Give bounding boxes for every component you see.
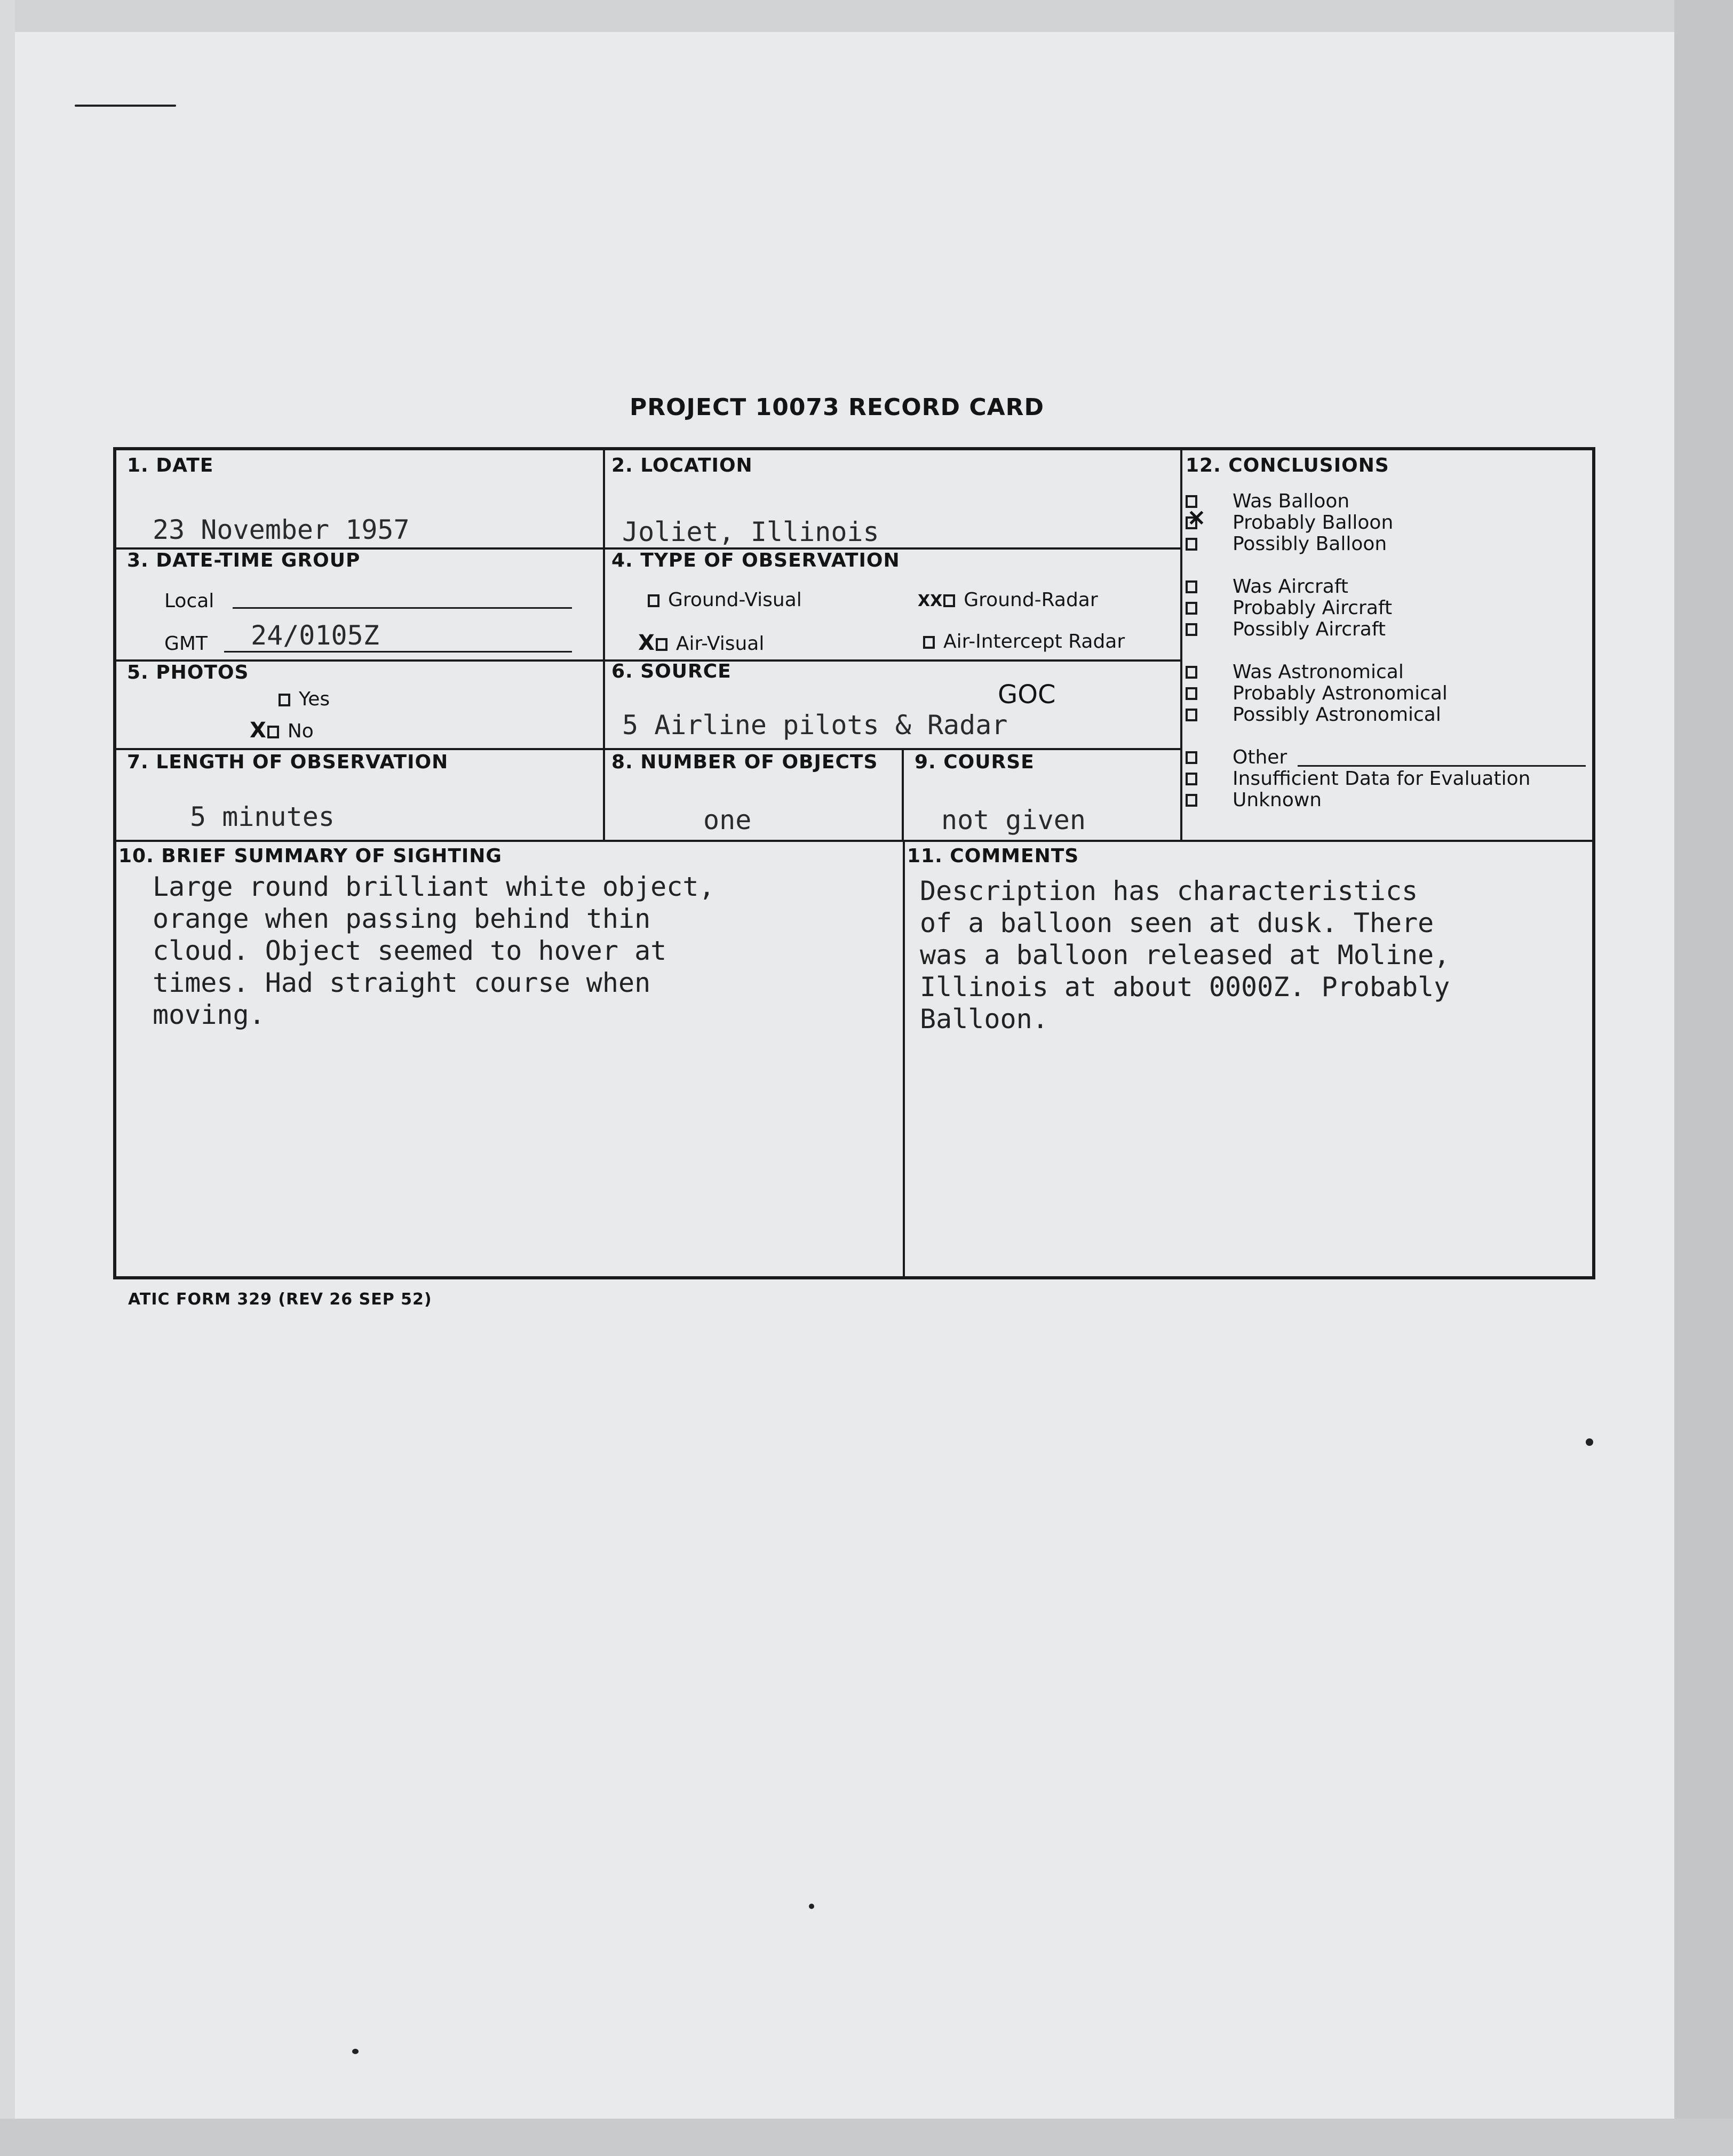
brief-summary-text [153, 871, 715, 1031]
checkbox-unknown[interactable] [1186, 794, 1197, 807]
gmt-label: GMT [164, 633, 208, 655]
divider [902, 748, 904, 840]
checkbox-other[interactable] [1186, 751, 1197, 764]
conclusions-label: 12. CONCLUSIONS [1186, 455, 1389, 476]
comments-text [920, 875, 1450, 1035]
scan-edge-bottom [0, 2119, 1733, 2156]
divider [1180, 450, 1182, 840]
other-underline [1298, 765, 1586, 767]
brief-summary-label: 10. BRIEF SUMMARY OF SIGHTING [118, 845, 502, 867]
checkbox-photos-yes[interactable] [279, 694, 290, 706]
scan-speck [809, 1904, 814, 1909]
comments-line: of a balloon seen at dusk. There [920, 908, 1434, 938]
option-photos-yes: Yes [279, 688, 330, 710]
summary-line: cloud. Object seemed to hover at [153, 935, 667, 966]
checkbox-air-intercept-radar[interactable] [923, 636, 935, 649]
length-of-observation-value: 5 minutes [190, 801, 335, 832]
checkbox-ground-visual[interactable] [648, 594, 659, 607]
checkbox-was-aircraft[interactable] [1186, 580, 1197, 593]
mark-photos-no: X [250, 718, 266, 743]
location-value: Joliet, Illinois [622, 516, 879, 547]
type-of-observation-label: 4. TYPE OF OBSERVATION [611, 550, 900, 571]
comments-line: Description has characteristics [920, 876, 1418, 906]
checkbox-ground-radar[interactable] [943, 594, 955, 607]
checkbox-insufficient-data[interactable] [1186, 773, 1197, 785]
scan-speck [1586, 1438, 1593, 1446]
scan-speck [352, 2049, 359, 2054]
local-underline [233, 607, 572, 609]
checkbox-air-visual[interactable] [656, 638, 667, 651]
date-time-group-label: 3. DATE-TIME GROUP [127, 550, 361, 571]
summary-line: orange when passing behind thin [153, 903, 651, 934]
divider [903, 840, 905, 1276]
scan-edge-right [1674, 0, 1733, 2156]
option-ground-radar: XX Ground-Radar [918, 589, 1098, 611]
comments-line: Balloon. [920, 1004, 1048, 1035]
comments-label: 11. COMMENTS [907, 845, 1079, 867]
photos-label: 5. PHOTOS [127, 662, 249, 683]
divider [603, 450, 605, 840]
option-air-visual: X Air-Visual [638, 631, 765, 655]
scan-edge-top [0, 0, 1733, 32]
source-line2: 5 Airline pilots & Radar [622, 710, 1008, 741]
course-label: 9. COURSE [915, 751, 1035, 773]
scan-speck [75, 105, 176, 107]
scan-edge-left [0, 0, 15, 2156]
gmt-underline [224, 651, 572, 653]
number-of-objects-label: 8. NUMBER OF OBJECTS [611, 751, 878, 773]
checkbox-probably-balloon[interactable] [1186, 516, 1197, 529]
number-of-objects-value: one [703, 805, 752, 836]
length-of-observation-label: 7. LENGTH OF OBSERVATION [127, 751, 449, 773]
comments-line: Illinois at about 0000Z. Probably [920, 972, 1450, 1003]
date-value: 23 November 1957 [153, 514, 410, 545]
summary-line: Large round brilliant white object, [153, 871, 715, 902]
checkbox-was-astronomical[interactable] [1186, 666, 1197, 679]
summary-line: times. Had straight course when [153, 967, 651, 998]
summary-line: moving. [153, 999, 265, 1030]
location-label: 2. LOCATION [611, 455, 753, 476]
option-ground-visual: Ground-Visual [648, 589, 802, 611]
source-line1: GOC [998, 680, 1056, 710]
checkbox-probably-astronomical[interactable] [1186, 687, 1197, 700]
divider [116, 840, 1592, 842]
card-title: PROJECT 10073 RECORD CARD [630, 394, 1045, 421]
local-label: Local [164, 590, 214, 612]
gmt-value: 24/0105Z [251, 620, 379, 651]
checkbox-photos-no[interactable] [267, 726, 279, 738]
form-id: ATIC FORM 329 (REV 26 SEP 52) [128, 1290, 432, 1309]
checkbox-possibly-aircraft[interactable] [1186, 623, 1197, 636]
course-value: not given [941, 805, 1086, 836]
source-label: 6. SOURCE [611, 661, 732, 682]
option-photos-no: X No [250, 718, 314, 743]
date-label: 1. DATE [127, 455, 214, 476]
mark-air-visual: X [638, 631, 655, 655]
mark-ground-radar: XX [918, 592, 943, 610]
checkbox-probably-aircraft[interactable] [1186, 602, 1197, 615]
divider [116, 748, 1180, 750]
option-air-intercept-radar: Air-Intercept Radar [923, 631, 1125, 653]
comments-line: was a balloon released at Moline, [920, 940, 1450, 970]
checkbox-possibly-astronomical[interactable] [1186, 709, 1197, 721]
checkbox-possibly-balloon[interactable] [1186, 538, 1197, 551]
